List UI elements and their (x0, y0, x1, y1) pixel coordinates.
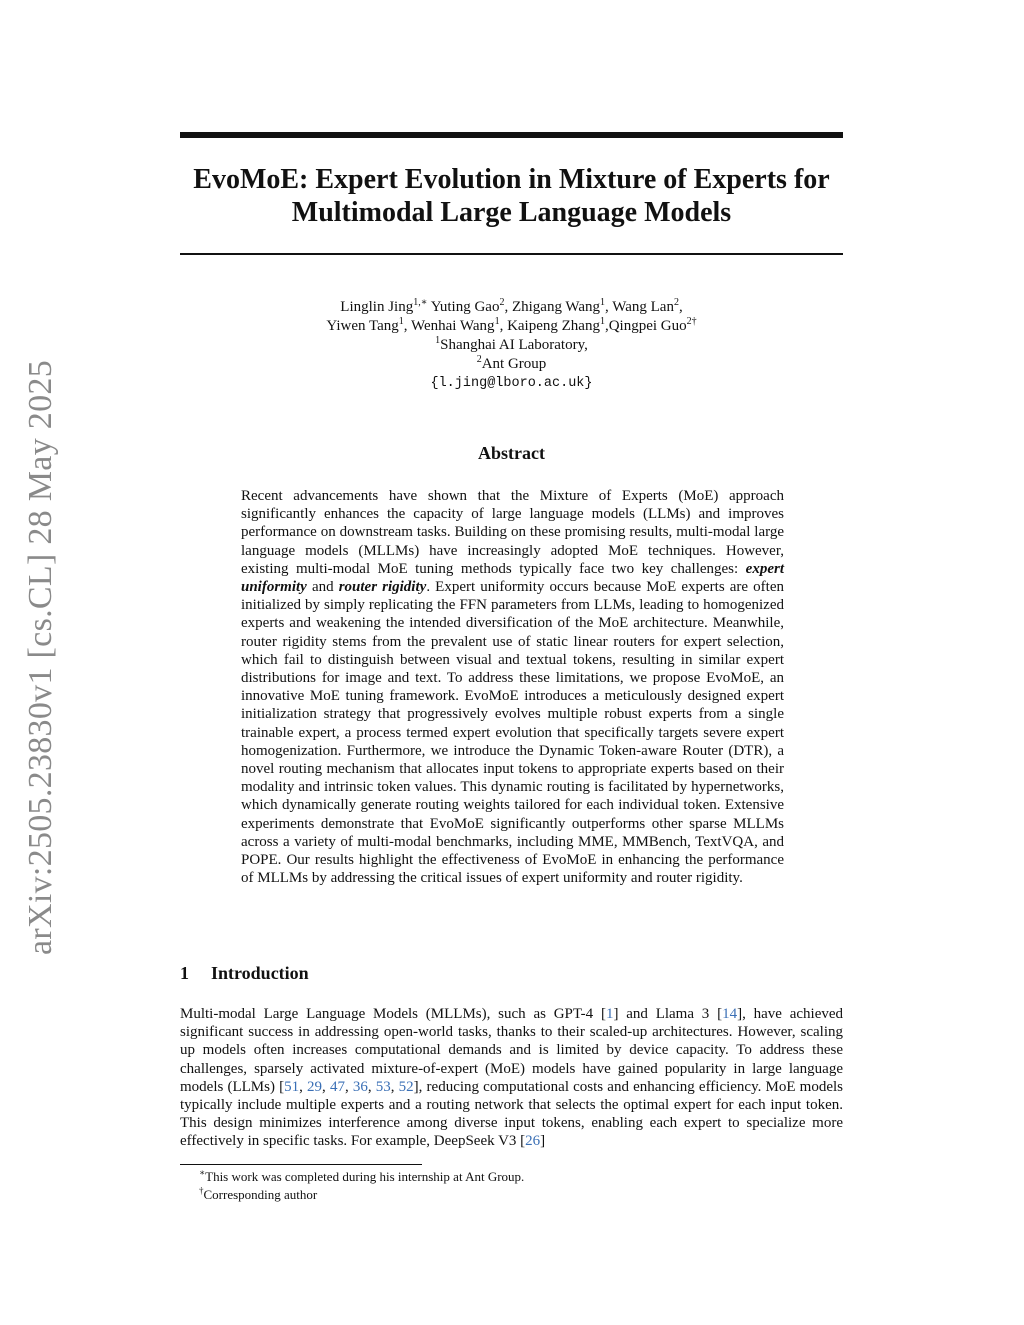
author-line-2: Yiwen Tang$^1$, Wenhai Wang$^1$, Kaipeng Zhang$^1$,Qingpei Guo$^{2\dagger}$ (326, 316, 697, 334)
intro-text: ] and Llama 3 [ (613, 1006, 723, 1022)
title-rule-bottom (180, 253, 843, 255)
author-name: Wang Lan (612, 299, 674, 315)
affiliation-mark: 2 (476, 354, 482, 365)
citation-separator: , (390, 1078, 399, 1095)
arxiv-watermark: arXiv:2505.23830v1 [cs.CL] 28 May 2025 (22, 360, 59, 955)
footnote-text: Corresponding author (203, 1187, 318, 1202)
abstract-emphasis: expert uniformity (241, 560, 784, 596)
author-name: Qingpei Guo (608, 318, 687, 334)
author-affiliation-mark: 1,∗ (413, 297, 428, 308)
author-line-1: Linglin Jing$^{1,∗}$ Yuting Gao$^2$, Zhigang Wang$^1$, Wang Lan$^2$, (340, 297, 683, 315)
introduction-body (180, 1005, 843, 1151)
author-affiliation-mark: 1 (398, 316, 404, 327)
citation-link[interactable]: 53 (375, 1078, 391, 1095)
affiliation-2 (180, 355, 843, 374)
footnote-mark: ∗ (199, 1167, 206, 1178)
abstract-text: and (306, 579, 339, 596)
citation-link[interactable]: 14 (722, 1006, 738, 1022)
author-name: Yuting Gao (430, 299, 500, 315)
citation-link[interactable]: 52 (398, 1078, 414, 1095)
affiliation-1 (180, 336, 843, 355)
paper-title (180, 163, 843, 229)
author-affiliation-mark: 1 (599, 316, 605, 327)
intro-text: ], reducing computational costs and enhancing efficiency. MoE models typically include multiple experts and a routing network that selects the optimal expert for each input token. This design minimizes interference among diverse input tokens, enabling each expert to specialize more effectively in specific tasks. For example, DeepSeek V3 [ (180, 1078, 844, 1150)
author-name: Yiwen Tang (326, 318, 399, 334)
citation-link[interactable]: 36 (352, 1078, 368, 1095)
citation-link[interactable]: 51 (284, 1078, 300, 1095)
intro-text: Multi-modal Large Language Models (MLLMs), such as GPT-4 [ (180, 1006, 606, 1022)
author-affiliation-mark: 2† (686, 316, 697, 327)
citation-separator: , (344, 1078, 353, 1095)
footnote-1 (199, 1168, 839, 1186)
section-number: 1 (180, 963, 189, 983)
footnote-2 (199, 1186, 839, 1204)
author-name: Zhigang Wang (511, 299, 601, 315)
affiliation-name: Ant Group (481, 356, 547, 372)
author-affiliation-mark: 1 (494, 316, 500, 327)
abstract-emphasis: router rigidity (338, 579, 427, 596)
title-line-2: Multimodal Large Language Models (291, 197, 732, 228)
footnotes (199, 1168, 839, 1204)
footnote-text: This work was completed during his internship at Ant Group. (205, 1169, 525, 1184)
author-name: Linglin Jing (340, 299, 414, 315)
author-affiliation-mark: 2 (673, 297, 679, 308)
abstract-heading: Abstract (478, 443, 545, 463)
citation-link[interactable]: 1 (605, 1006, 614, 1022)
section-title: Introduction (211, 963, 309, 983)
citation-separator: , (299, 1078, 308, 1095)
author-affiliation-mark: 1 (600, 297, 606, 308)
author-email: {l.jing@lboro.ac.uk} (430, 376, 593, 391)
affiliation-name: Shanghai AI Laboratory, (440, 337, 588, 353)
abstract-body (241, 487, 784, 887)
author-affiliation-mark: 2 (499, 297, 505, 308)
citation-separator: , (367, 1078, 376, 1095)
title-line-1: EvoMoE: Expert Evolution in Mixture of Experts for (193, 164, 830, 195)
author-name: Kaipeng Zhang (507, 318, 600, 334)
citation-link[interactable]: 26 (525, 1133, 541, 1150)
citation-link[interactable]: 47 (329, 1078, 345, 1095)
title-rule-top (180, 132, 843, 138)
citation-link[interactable]: 29 (307, 1078, 323, 1095)
abstract-text: Recent advancements have shown that the Mixture of Experts (MoE) approach significantly enhances the capacity of large language models (LLMs) and improves performance on downstream tasks. Building on these promising results, multi-modal large language models (MLLMs) have increasingly adopted MoE techniques. However, existing multi-modal MoE tuning methods typically face two key challenges: (241, 488, 784, 577)
author-name: Wenhai Wang (411, 318, 495, 334)
intro-text: ], have achieved significant success in addressing open-world tasks, thanks to their scaled-up architectures. However, scaling up models often increases computational demands and is limited by device capacity. To address these challenges, sparsely activated mixture-of-expert (MoE) models have gained popularity in large language models (LLMs) [ (180, 1006, 844, 1095)
author-block (180, 298, 843, 393)
abstract-text: . Expert uniformity occurs because MoE experts are often initialized by simply replicating the FFN parameters from LLMs, leading to homogenized experts and weakening the intended diversification of the MoE architecture. Meanwhile, router rigidity stems from the prevalent use of static linear routers for expert selection, which fail to distinguish between visual and textual tokens, resulting in similar expert distributions for image and text. To address these limitations, we propose EvoMoE, an innovative MoE tuning framework. EvoMoE introduces a meticulously designed expert initialization strategy that progressively evolves multiple robust experts from a single trainable expert, a process termed expert evolution that specifically targets severe expert homogenization. Furthermore, we introduce the Dynamic Token-aware Router (DTR), a novel routing mechanism that allocates input tokens to appropriate experts based on their modality and intrinsic token values. This dynamic routing is facilitated by hypernetworks, which dynamically generate routing weights tailored for each individual token. Extensive experiments demonstrate that EvoMoE significantly outperforms other sparse MLLMs across a variety of multi-modal benchmarks, including MME, MMBench, TextVQA, and POPE. Our results highlight the effectiveness of EvoMoE in enhancing the performance of MLLMs by addressing the critical issues of expert uniformity and router rigidity. (241, 579, 784, 887)
intro-text: ] (540, 1133, 546, 1150)
citation-separator: , (322, 1078, 330, 1095)
section-heading-introduction (180, 963, 580, 984)
footnote-rule (180, 1164, 422, 1165)
affiliation-mark: 1 (435, 335, 441, 346)
footnote-mark: † (199, 1185, 204, 1196)
